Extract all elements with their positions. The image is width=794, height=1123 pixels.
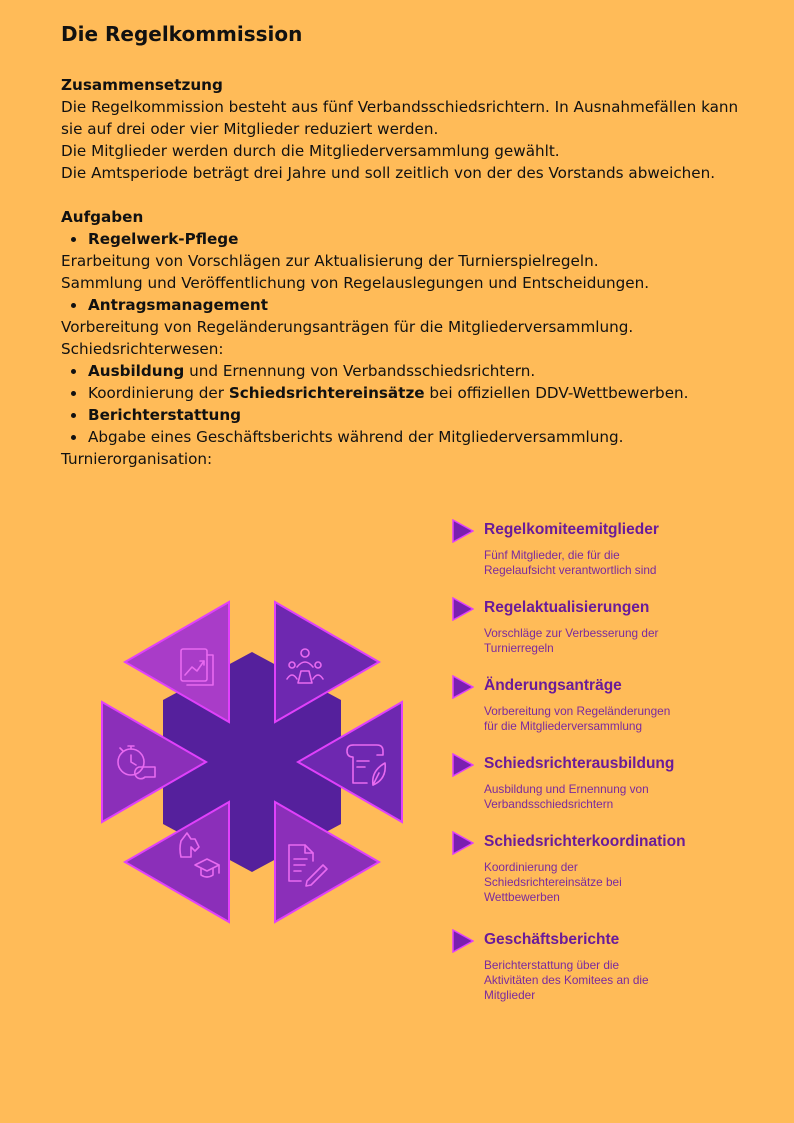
document-body	[61, 20, 761, 470]
legend-item-desc: Vorbereitung von Regeländerungen für die Mitgliederversammlung	[484, 704, 671, 733]
section-heading-aufgaben: Aufgaben	[61, 208, 144, 226]
bullet-text: Koordinierung der	[88, 384, 229, 402]
section-heading-zusammensetzung: Zusammensetzung	[61, 76, 223, 94]
legend-item-desc: Koordinierung der Schiedsrichtereinsätze bei Wettbewerben	[484, 860, 622, 904]
paragraph-line: Die Regelkommission besteht aus fünf Verbandsschiedsrichtern. In Ausnahmefällen kann	[61, 98, 739, 116]
paragraph-line: Sammlung und Veröffentlichung von Regelauslegungen und Entscheidungen.	[61, 274, 650, 292]
legend-item	[452, 928, 772, 1026]
bold-term: Ausbildung	[88, 362, 185, 380]
legend-item	[452, 830, 772, 928]
legend-item	[452, 674, 772, 752]
bold-term: Schiedsrichtereinsätze	[228, 384, 425, 402]
paragraph-line: Erarbeitung von Vorschlägen zur Aktualisierung der Turnierspielregeln.	[61, 252, 599, 270]
play-arrow-icon	[452, 675, 474, 699]
play-arrow-icon	[452, 519, 474, 543]
paragraph-line: Schiedsrichterwesen:	[61, 340, 224, 358]
bullet-item: Regelwerk-Pflege	[88, 228, 761, 250]
bullet-list	[61, 228, 761, 250]
legend-list	[452, 518, 772, 1026]
legend-item-title: Änderungsanträge	[484, 677, 622, 694]
play-arrow-icon	[452, 597, 474, 621]
legend-item-desc: Fünf Mitglieder, die für die Regelaufsicht verantwortlich sind	[484, 548, 657, 577]
legend-item-title: Schiedsrichterausbildung	[484, 755, 675, 772]
bullet-item	[88, 382, 761, 404]
bullet-list	[61, 294, 761, 316]
bullet-item: Abgabe eines Geschäftsberichts während der Mitgliederversammlung.	[88, 426, 761, 448]
bullet-item: Antragsmanagement	[88, 294, 761, 316]
play-arrow-icon	[452, 831, 474, 855]
page-title: Die Regelkommission	[61, 22, 303, 46]
paragraph-line: Vorbereitung von Regeländerungsanträgen für die Mitgliederversammlung.	[61, 318, 634, 336]
legend-item	[452, 518, 772, 596]
legend-item	[452, 752, 772, 830]
legend-item	[452, 596, 772, 674]
bullet-list	[61, 360, 761, 448]
play-arrow-icon	[452, 929, 474, 953]
legend-item-desc: Berichterstattung über die Aktivitäten des Komitees an die Mitglieder	[484, 958, 649, 1002]
bullet-text: bei offiziellen DDV-Wettbewerben.	[424, 384, 689, 402]
bullet-item: Berichterstattung	[88, 404, 761, 426]
legend-item-desc: Vorschläge zur Verbesserung der Turnierregeln	[484, 626, 659, 655]
play-arrow-icon	[452, 753, 474, 777]
hexagon-infographic	[95, 595, 410, 930]
legend-item-title: Regelkomiteemitglieder	[484, 521, 659, 538]
paragraph-line: Turnierorganisation:	[61, 450, 213, 468]
paragraph-line: Die Amtsperiode beträgt drei Jahre und soll zeitlich von der des Vorstands abweichen.	[61, 164, 716, 182]
bullet-item	[88, 360, 761, 382]
paragraph-line: sie auf drei oder vier Mitglieder reduziert werden.	[61, 120, 439, 138]
legend-item-title: Schiedsrichterkoordination	[484, 833, 686, 850]
paragraph-line: Die Mitglieder werden durch die Mitgliederversammlung gewählt.	[61, 142, 560, 160]
legend-item-desc: Ausbildung und Ernennung von Verbandsschiedsrichtern	[484, 782, 649, 811]
legend-item-title: Geschäftsberichte	[484, 931, 620, 948]
bullet-text: und Ernennung von Verbandsschiedsrichtern.	[184, 362, 536, 380]
legend-item-title: Regelaktualisierungen	[484, 599, 650, 616]
